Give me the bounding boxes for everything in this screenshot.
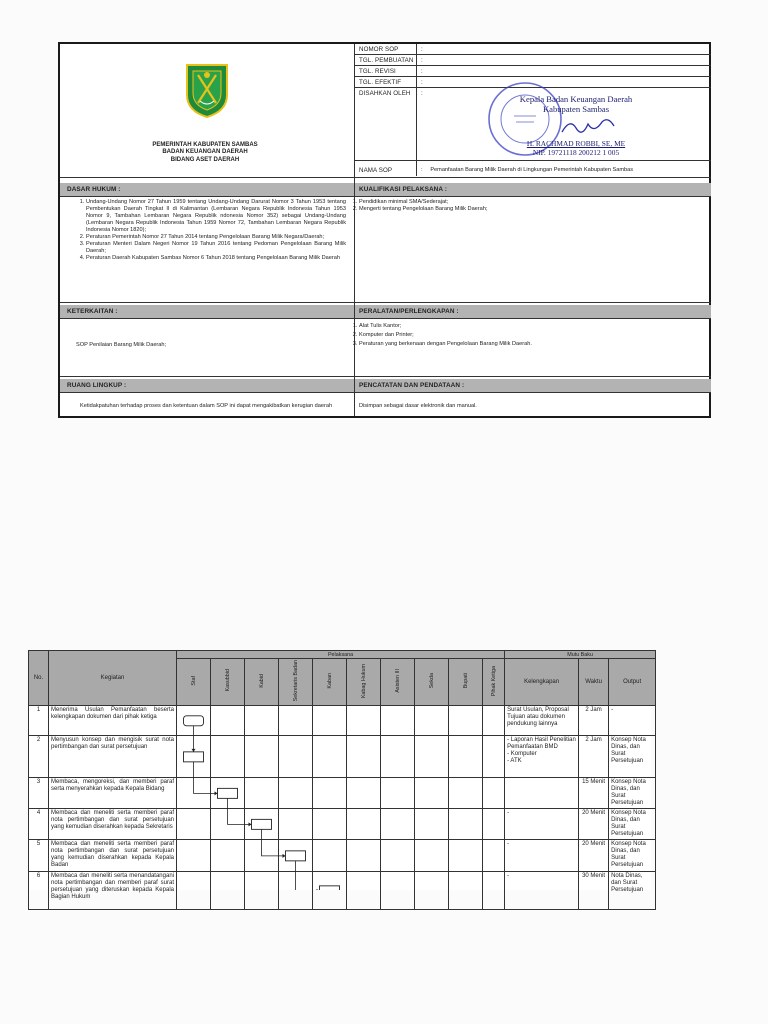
flow-process-box <box>218 788 238 798</box>
pencatatan-title: PENCATATAN DAN PENDATAAN : <box>359 382 465 389</box>
dasar-hukum-item: 3. Peraturan Menteri Dalam Negeri Nomor 19 Tahun 2016 tentang Pedoman Pengelolaan Barang Milik Daerah; <box>86 241 346 255</box>
flow-connector <box>296 861 320 890</box>
dasar-hukum-item: 2. Peraturan Pemerintah Nomor 27 Tahun 2014 tentang Pengelolaan Barang Milik Negara/Daerah; <box>86 234 346 241</box>
flow-arrowhead <box>192 749 196 752</box>
dasar-hukum-list <box>74 199 346 262</box>
row-number: 6 <box>29 872 49 910</box>
row-number: 4 <box>29 809 49 840</box>
pencatatan-text: Disimpan sebagai dasar elektronik dan manual. <box>359 403 477 409</box>
row-kelengkapan: - <box>505 840 579 872</box>
dasar-hukum-item: 4. Peraturan Daerah Kabupaten Sambas Nomor 6 Tahun 2018 tentang Pengelolaan Barang Milik Daerah <box>86 255 346 262</box>
meta-tgl-revisi: TGL. REVISI <box>359 68 396 75</box>
col-bupati: Bupati <box>462 673 469 689</box>
keterkaitan-title: KETERKAITAN : <box>67 308 118 315</box>
row-number: 5 <box>29 840 49 872</box>
col-kabid: Kabid <box>258 673 265 688</box>
flow-arrowhead <box>317 889 320 890</box>
signatory-title-2: Kabupaten Sambas <box>542 104 610 114</box>
header-mutu-baku: Mutu Baku <box>505 651 656 659</box>
nama-sop-value: : Pemanfaatan Barang Milik Daerah di Lingkungan Pemerintah Kabupaten Sambas <box>421 167 634 173</box>
col-pihak-ketiga: Pihak Ketiga <box>490 665 497 696</box>
row-kelengkapan: - <box>505 872 579 910</box>
row-waktu: 2 Jam <box>579 706 609 736</box>
col-kaban: Kaban <box>326 672 333 689</box>
flow-connector <box>262 829 286 856</box>
nama-sop-label: NAMA SOP <box>359 167 393 174</box>
row-output: Konsep Nota Dinas, dan Surat Persetujuan <box>609 736 656 778</box>
col-kabag-hukum: Kabag Hukum <box>360 663 367 698</box>
peralatan-title: PERALATAN/PERLENGKAPAN : <box>359 308 459 315</box>
flow-connector <box>228 798 252 824</box>
row-output: Nota Dinas, dan Surat Persetujuan <box>609 872 656 910</box>
meta-nomor-sop: NOMOR SOP <box>359 46 399 53</box>
meta-tgl-pembuatan-value: : <box>421 57 423 64</box>
row-kegiatan: Menerima Usulan Pemanfaatan beserta kelengkapan dokumen dari pihak ketiga <box>49 706 177 736</box>
row-kelengkapan: Surat Usulan, Proposal Tujuan atau dokumen pendukung lainnya <box>505 706 579 736</box>
kualifikasi-list <box>347 199 667 213</box>
keterkaitan-text: SOP Penilaian Barang Milik Daerah; <box>76 342 167 348</box>
flow-connector <box>194 762 218 794</box>
org-line-1: PEMERINTAH KABUPATEN SAMBAS <box>152 142 258 148</box>
col-kasubbid: Kasubbid <box>224 669 231 692</box>
row-kelengkapan: - Laporan Hasil Penelitian Pemanfaatan BMD - Komputer - ATK <box>505 736 579 778</box>
meta-tgl-revisi-value: : <box>421 68 423 75</box>
meta-tgl-pembuatan: TGL. PEMBUATAN <box>359 57 414 64</box>
row-output: Konsep Nota Dinas, dan Surat Persetujuan <box>609 778 656 809</box>
col-sekda: Sekda <box>428 673 435 689</box>
meta-tgl-efektif-value: : <box>421 79 423 86</box>
row-output: Konsep Nota Dinas, dan Surat Persetujuan <box>609 840 656 872</box>
row-kegiatan: Membaca, mengoreksi, dan memberi paraf serta menyerahkan kepada Kepala Bidang <box>49 778 177 809</box>
meta-disahkan-oleh: DISAHKAN OLEH <box>359 90 411 97</box>
row-waktu: 2 Jam <box>579 736 609 778</box>
row-waktu: 30 Menit <box>579 872 609 910</box>
kualifikasi-item: 2. Mengerti tentang Pengelolaan Barang Milik Daerah; <box>359 206 667 213</box>
peralatan-item: 1. Alat Tulis Kantor; <box>359 322 667 331</box>
signatory-name: H. RACHMAD ROBBI, SE, ME <box>526 139 626 148</box>
org-line-2: BADAN KEUANGAN DAERAH <box>162 149 248 156</box>
signatory-nip: NIP. 19721118 200212 1 005 <box>532 148 620 157</box>
kualifikasi-item: 1. Pendidikan minimal SMA/Sederajat; <box>359 199 667 206</box>
flow-process-box <box>286 851 306 861</box>
peralatan-item: 3. Peraturan yang berkenaan dengan Pengelolaan Barang Milik Daerah. <box>359 340 667 349</box>
row-waktu: 20 Menit <box>579 809 609 840</box>
handwritten-signature <box>558 114 618 138</box>
flow-arrowhead <box>283 854 286 858</box>
sop-header-sheet <box>58 42 711 418</box>
signatory-title-1: Kepala Badan Keuangan Daerah <box>519 94 633 104</box>
meta-tgl-efektif: TGL. EFEKTIF <box>359 79 402 86</box>
row-waktu: 15 Menit <box>579 778 609 809</box>
kualifikasi-title: KUALIFIKASI PELAKSANA : <box>359 186 447 193</box>
peralatan-list <box>347 322 667 349</box>
col-asisten-iii: Asisten III <box>394 668 401 693</box>
ruang-lingkup-title: RUANG LINGKUP : <box>67 382 127 389</box>
header-kegiatan: Kegiatan <box>49 651 177 706</box>
header-kelengkapan: Kelengkapan <box>505 659 579 706</box>
dasar-hukum-item: 1. Undang-Undang Nomor 27 Tahun 1959 tentang Undang-Undang Darurat Nomor 3 Tahun 1953 tentang Pembentukan Daerah Tingkat II di Kalimantan (Lembaran Negara Republik Indonesia Tahun 1953 Nomor 9, Tambahan Lembaran Negara Republik ndonesia Nomor 352) sebagai Undang-Undang (Lembaran Negara Republik Indonesia Tahun 1959 Nomor 72, Tambahan Lembaran Negara Republik Indonesia Nomor 1820); <box>86 199 346 234</box>
sop-flow-table <box>28 650 651 901</box>
row-waktu: 20 Menit <box>579 840 609 872</box>
row-output: - <box>609 706 656 736</box>
flowchart-connectors <box>28 650 651 890</box>
flow-process-box <box>184 752 204 762</box>
row-number: 2 <box>29 736 49 778</box>
dasar-hukum-title: DASAR HUKUM : <box>67 186 121 193</box>
header-no: No. <box>29 651 49 706</box>
org-line-3: BIDANG ASET DAERAH <box>170 156 240 163</box>
meta-nomor-sop-value: : <box>421 46 423 53</box>
ruang-lingkup-text: Ketidakpatuhan terhadap proses dan ketentuan dalam SOP ini dapat mengakibatkan kerugian daerah <box>80 403 333 409</box>
peralatan-item: 2. Komputer dan Printer; <box>359 331 667 340</box>
row-kegiatan: Membaca dan meneliti serta menandatangani nota pertimbangan dan memberi paraf surat persetujuan yang diteruskan kepada Kepala Bagian Hukum <box>49 872 177 910</box>
header-waktu: Waktu <box>579 659 609 706</box>
col-staf: Staf <box>190 675 197 686</box>
header-output: Output <box>609 659 656 706</box>
flow-process-box <box>320 886 340 890</box>
header-pelaksana: Pelaksana <box>177 651 505 659</box>
row-kegiatan: Membaca dan meneliti serta memberi paraf nota pertimbangan dan surat persetujuan yang kemudian diserahkan kepada Kepala Badan <box>49 840 177 872</box>
row-number: 3 <box>29 778 49 809</box>
kabupaten-sambas-logo <box>184 61 230 119</box>
row-kegiatan: Membaca dan meneliti serta memberi paraf nota pertimbangan dan surat persetujuan yang kemudian diserahkan kepada Sekretaris <box>49 809 177 840</box>
flow-process-box <box>252 819 272 829</box>
row-kegiatan: Menyusun konsep dan mengisik surat nota pertimbangan dan surat persetujuan <box>49 736 177 778</box>
flow-start-terminator <box>184 716 204 726</box>
row-output: Konsep Nota Dinas, dan Surat Persetujuan <box>609 809 656 840</box>
row-number: 1 <box>29 706 49 736</box>
meta-disahkan-oleh-value: : <box>421 90 423 97</box>
row-kelengkapan: - <box>505 809 579 840</box>
col-sekretaris: Sekretaris Badan <box>292 660 299 702</box>
